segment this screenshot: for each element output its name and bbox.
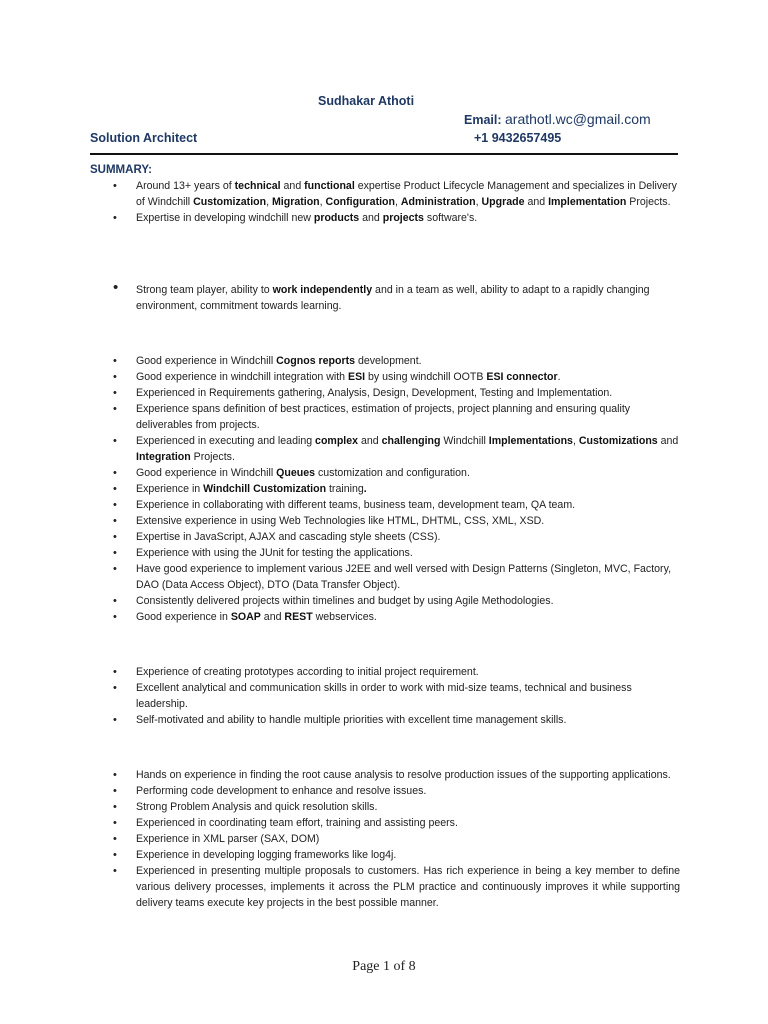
item-text: Good experience in [136,611,231,623]
page-number: Page 1 of 8 [352,959,416,974]
item-text: Projects. [190,451,235,463]
item-text: and [359,212,383,224]
summary-list-5 [90,767,680,911]
emphasis-text: Implementations [488,435,573,447]
summary-item [90,545,680,561]
item-text: and in a team as well, ability to adapt to a rapidly changing environment, commitment towards learning. [136,284,650,312]
phone-number: +1 9432657495 [474,131,562,145]
item-text: Strong Problem Analysis and quick resolution skills. [136,801,378,813]
emphasis-text: SOAP [230,611,261,623]
summary-list-2 [90,282,680,314]
candidate-name: Sudhakar Athoti [318,94,415,108]
item-text: Expertise in developing windchill new [136,212,314,224]
emphasis-text: Windchill Customization [203,483,327,495]
item-text: and [280,180,305,192]
item-text: expertise Product Lifecycle Management and specializes in Delivery of Windchill [136,180,677,208]
header-divider [90,153,678,155]
summary-item [90,767,680,783]
item-text: Self-motivated and ability to handle multiple priorities with excellent time management skills. [136,714,567,726]
item-text: Experience in developing logging frameworks like log4j. [136,849,397,861]
summary-item [90,385,680,401]
email-address[interactable]: arathotl.wc@gmail.com [505,111,651,127]
email-label: Email: [464,113,505,127]
item-text: Experience in XML parser (SAX, DOM) [136,833,320,845]
emphasis-text: challenging [381,435,441,447]
item-text: and [260,611,285,623]
emphasis-text: Migration [271,196,320,208]
summary-item [90,593,680,609]
summary-item [90,664,680,680]
item-text: webservices. [312,611,377,623]
item-text: Experienced in Requirements gathering, Analysis, Design, Development, Testing and Implementation. [136,387,613,399]
summary-item [90,465,680,481]
summary-item [90,712,680,728]
item-text: Experience of creating prototypes according to initial project requirement. [136,666,479,678]
summary-item [90,863,680,911]
summary-item [90,783,680,799]
emphasis-text: Configuration [325,196,395,208]
summary-item [90,369,680,385]
item-text: and [358,435,382,447]
item-text: Projects. [626,196,671,208]
item-text: Experience in collaborating with different teams, business team, development team, QA team. [136,499,576,511]
item-text: training [326,483,364,495]
item-text: , [319,196,326,208]
item-text: Good experience in Windchill [136,355,277,367]
emphasis-text: REST [284,611,313,623]
item-text: Performing code development to enhance and resolve issues. [136,785,427,797]
item-text: Experienced in coordinating team effort, training and assisting peers. [136,817,458,829]
emphasis-text: ESI [348,371,366,383]
emphasis-text: technical [234,180,281,192]
emphasis-text: Queues [276,467,316,479]
item-text: , [572,435,579,447]
item-text: by using windchill OOTB [365,371,487,383]
emphasis-text: work independently [272,284,373,296]
item-text: , [266,196,272,208]
item-text: Experience with using the JUnit for testing the applications. [136,547,413,559]
item-text: Expertise in JavaScript, AJAX and cascading style sheets (CSS). [136,531,441,543]
summary-list-4 [90,664,680,728]
emphasis-text: ESI connector [486,371,558,383]
summary-item [90,609,680,625]
item-text: customization and configuration. [315,467,470,479]
summary-item [90,561,680,593]
item-text: Consistently delivered projects within timelines and budget by using Agile Methodologies. [136,595,554,607]
item-text: Windchill [440,435,489,447]
item-text: Extensive experience in using Web Technologies like HTML, DHTML, CSS, XML, XSD. [136,515,545,527]
summary-list-1 [90,178,680,226]
summary-item [90,529,680,545]
item-text: Excellent analytical and communication skills in order to work with mid-size teams, technical and business leadership. [136,682,632,710]
summary-item [90,847,680,863]
item-text: software's. [423,212,478,224]
job-title: Solution Architect [90,131,198,145]
summary-item [90,433,680,465]
item-text: and [524,196,549,208]
item-text: Experience spans definition of best practices, estimation of projects, project planning and ensuring quality deliverables from projects. [136,403,631,431]
item-text: , [475,196,482,208]
summary-item [90,799,680,815]
item-text: and [657,435,679,447]
emphasis-text: Implementation [548,196,627,208]
summary-item [90,481,680,497]
summary-item [90,815,680,831]
summary-item [90,513,680,529]
emphasis-text: projects [382,212,424,224]
summary-item [90,680,680,712]
summary-item [90,178,680,210]
item-text: Good experience in Windchill [136,467,277,479]
summary-item [90,831,680,847]
item-text: Hands on experience in finding the root cause analysis to resolve production issues of the supporting applications. [136,769,671,781]
emphasis-text: Customizations [578,435,658,447]
emphasis-text: Administration [400,196,476,208]
item-text: development. [355,355,422,367]
summary-item [90,282,680,314]
emphasis-text: . [363,483,367,495]
email-line [464,111,651,129]
summary-list-3 [90,353,680,625]
item-text: Have good experience to implement various J2EE and well versed with Design Patterns (Singleton, MVC, Factory, DAO (Data Access Object), DTO (Data Transfer Object). [136,563,672,591]
summary-item [90,210,680,226]
emphasis-text: Upgrade [481,196,525,208]
summary-heading: SUMMARY: [90,164,152,176]
item-text: Around 13+ years of [136,180,235,192]
emphasis-text: Integration [136,451,191,463]
item-text: Experienced in executing and leading [136,435,316,447]
item-text: Experienced in presenting multiple proposals to customers. Has rich experience in being a key member to define various delivery processes, implements it across the PLM practice and continuously improves it while supporting delivery teams execute key projects in the best possible manner. [136,865,680,909]
item-text: Experience in [136,483,204,495]
emphasis-text: functional [304,180,355,192]
item-text: , [394,196,401,208]
summary-item [90,353,680,369]
item-text: . [557,371,561,383]
emphasis-text: Customization [193,196,267,208]
summary-item [90,401,680,433]
summary-item [90,497,680,513]
emphasis-text: products [313,212,360,224]
emphasis-text: Cognos reports [276,355,356,367]
item-text: Strong team player, ability to [136,284,273,296]
item-text: Good experience in windchill integration with [136,371,348,383]
emphasis-text: complex [315,435,359,447]
